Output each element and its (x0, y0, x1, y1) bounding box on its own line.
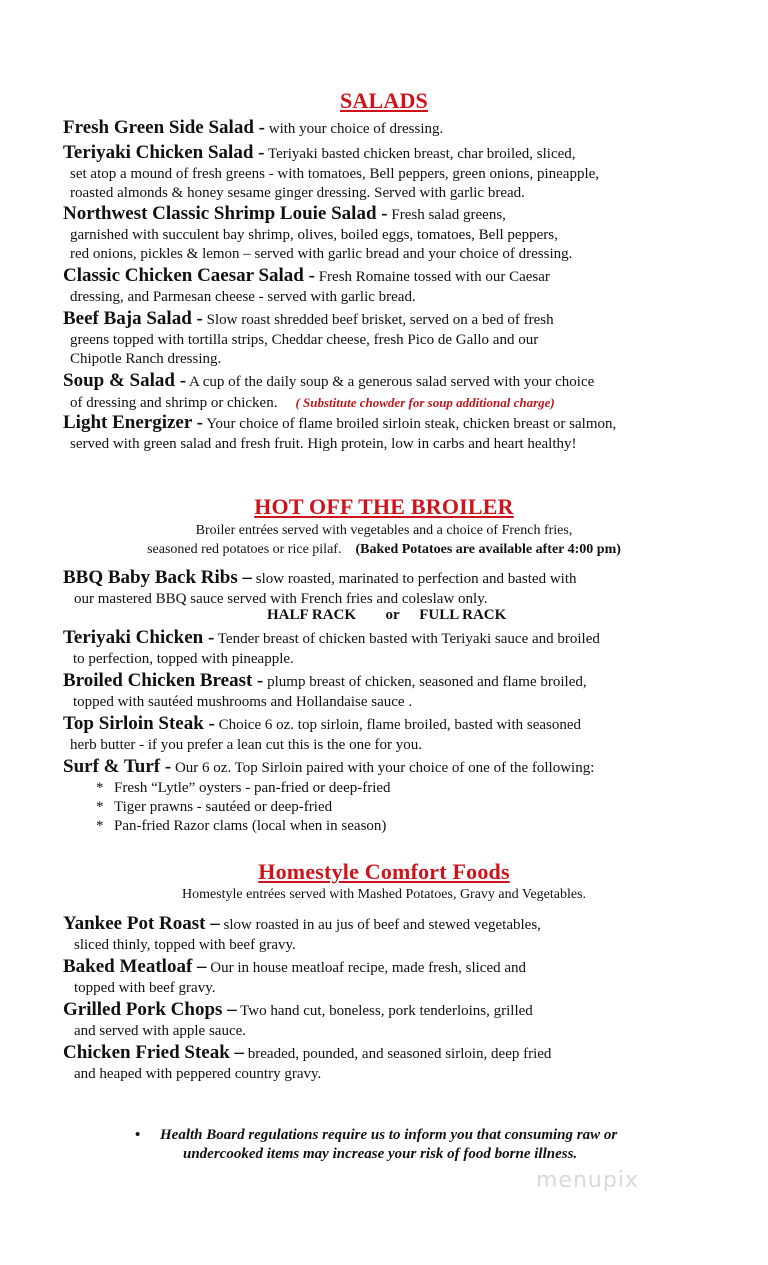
item-name: Teriyaki Chicken Salad - (63, 142, 265, 163)
item-desc-line: roasted almonds & honey sesame ginger dressing. Served with garlic bread. (70, 185, 525, 201)
menu-item (63, 1000, 723, 1041)
broiler-note-bold: (Baked Potatoes are available after 4:00 pm) (355, 542, 621, 557)
full-rack: FULL RACK (419, 607, 507, 623)
item-desc: Your choice of flame broiled sirloin steak, chicken breast or salmon, (203, 416, 617, 432)
bullet-star: * (96, 799, 104, 815)
item-desc-line: served with green salad and fresh fruit. High protein, low in carbs and heart healthy! (70, 435, 577, 452)
menu-item (63, 914, 723, 955)
menu-item (63, 568, 723, 609)
item-desc: Choice 6 oz. top sirloin, flame broiled, basted with seasoned (214, 717, 582, 733)
item-desc: Teriyaki basted chicken breast, char broiled, sliced, (264, 146, 576, 162)
broiler-note-line1: Broiler entrées served with vegetables and a choice of French fries, (195, 523, 573, 538)
menu-item (63, 371, 723, 413)
section-title-comfort: Homestyle Comfort Foods (258, 859, 510, 884)
list-item (96, 779, 391, 798)
menu-item (63, 1043, 723, 1084)
item-desc: Two hand cut, boneless, pork tenderloins, grilled (236, 1003, 533, 1019)
item-desc-line: and served with apple sauce. (74, 1022, 247, 1039)
item-desc: Our in house meatloaf recipe, made fresh, sliced and (206, 960, 527, 976)
item-desc: Fresh salad greens, (387, 207, 506, 223)
option-text: Tiger prawns - sautéed or deep-fried (114, 799, 333, 815)
item-name: Soup & Salad - (63, 370, 187, 391)
item-desc-line: topped with sautéed mushrooms and Hollandaise sauce . (73, 693, 413, 710)
option-text: Pan-fried Razor clams (local when in season) (114, 818, 387, 834)
item-name: Top Sirloin Steak - (63, 713, 215, 734)
comfort-note: Homestyle entrées served with Mashed Potatoes, Gravy and Vegetables. (181, 887, 587, 902)
item-desc: Slow roast shredded beef brisket, served on a bed of fresh (202, 312, 554, 328)
menu-item (63, 143, 723, 204)
menu-item (63, 204, 723, 265)
item-name: Light Energizer - (63, 412, 204, 433)
item-desc: slow roasted in au jus of beef and stewed vegetables, (219, 917, 541, 933)
item-desc: Fresh Romaine tossed with our Caesar (314, 269, 550, 285)
item-desc-line: topped with beef gravy. (74, 979, 216, 996)
surf-turf-options (96, 779, 391, 836)
menu-item (63, 957, 723, 998)
list-item (96, 798, 391, 817)
warning-line2: undercooked items may increase your risk of food borne illness. (183, 1146, 578, 1162)
item-name: Yankee Pot Roast – (63, 913, 220, 934)
item-desc: breaded, pounded, and seasoned sirloin, deep fried (244, 1046, 552, 1062)
menu-item (63, 628, 723, 669)
menu-item (63, 118, 723, 140)
item-name: Baked Meatloaf – (63, 956, 207, 977)
watermark-logo: menupix (536, 1168, 639, 1193)
half-rack: HALF RACK (267, 607, 357, 623)
item-name: Beef Baja Salad - (63, 308, 203, 329)
item-name: Broiled Chicken Breast - (63, 670, 264, 691)
item-desc-line: sliced thinly, topped with beef gravy. (74, 936, 296, 953)
item-desc: plump breast of chicken, seasoned and flame broiled, (263, 674, 587, 690)
item-name: Fresh Green Side Salad - (63, 117, 265, 138)
menu-item (63, 309, 723, 370)
item-name: Classic Chicken Caesar Salad - (63, 265, 315, 286)
item-name: BBQ Baby Back Ribs – (63, 567, 252, 588)
bullet-star: * (96, 818, 104, 834)
item-desc: Our 6 oz. Top Sirloin paired with your choice of one of the following: (171, 760, 595, 776)
option-text: Fresh “Lytle” oysters - pan-fried or deep-fried (114, 780, 391, 796)
item-desc-line: greens topped with tortilla strips, Cheddar cheese, fresh Pico de Gallo and our (70, 331, 539, 348)
item-desc-line: of dressing and shrimp or chicken. (70, 394, 278, 411)
menu-item (63, 714, 723, 755)
bullet-star: * (96, 780, 104, 796)
item-desc: with your choice of dressing. (264, 121, 444, 137)
bullet-dot-icon: • (135, 1127, 141, 1143)
soup-note: ( Substitute chowder for soup additional charge) (295, 394, 555, 410)
item-name: Teriyaki Chicken - (63, 627, 215, 648)
item-desc: Tender breast of chicken basted with Teriyaki sauce and broiled (214, 631, 600, 647)
item-desc-line: and heaped with peppered country gravy. (74, 1065, 322, 1082)
item-desc-line: set atop a mound of fresh greens - with tomatoes, Bell peppers, green onions, pineapple, (70, 165, 600, 182)
item-desc: slow roasted, marinated to perfection and basted with (252, 571, 577, 587)
menu-item (63, 413, 723, 454)
section-title-salads: SALADS (339, 88, 428, 113)
section-title-broiler: HOT OFF THE BROILER (254, 494, 514, 519)
menu-item (63, 671, 723, 712)
rack-options (267, 607, 506, 624)
menu-item (63, 266, 723, 307)
broiler-note-line2: seasoned red potatoes or rice pilaf. (147, 542, 342, 557)
item-desc-line: red onions, pickles & lemon – served with garlic bread and your choice of dressing. (70, 246, 573, 262)
health-warning (135, 1126, 695, 1164)
list-item (96, 817, 391, 836)
item-name: Grilled Pork Chops – (63, 999, 237, 1020)
item-name: Chicken Fried Steak – (63, 1042, 245, 1063)
warning-line1: Health Board regulations require us to inform you that consuming raw or (160, 1127, 618, 1143)
menu-item (63, 757, 723, 779)
item-desc-line: Chipotle Ranch dressing. (70, 351, 222, 367)
item-name: Northwest Classic Shrimp Louie Salad - (63, 203, 388, 224)
item-desc-line: our mastered BBQ sauce served with French fries and coleslaw only. (74, 590, 488, 607)
item-name: Surf & Turf - (63, 756, 172, 777)
rack-or: or (385, 607, 400, 623)
item-desc-line: herb butter - if you prefer a lean cut this is the one for you. (70, 736, 422, 753)
item-desc-line: to perfection, topped with pineapple. (73, 650, 294, 667)
item-desc: A cup of the daily soup & a generous salad served with your choice (186, 374, 595, 390)
item-desc-line: dressing, and Parmesan cheese - served with garlic bread. (70, 288, 416, 305)
broiler-note (0, 521, 768, 559)
item-desc-line: garnished with succulent bay shrimp, olives, boiled eggs, tomatoes, Bell peppers, (70, 226, 558, 243)
